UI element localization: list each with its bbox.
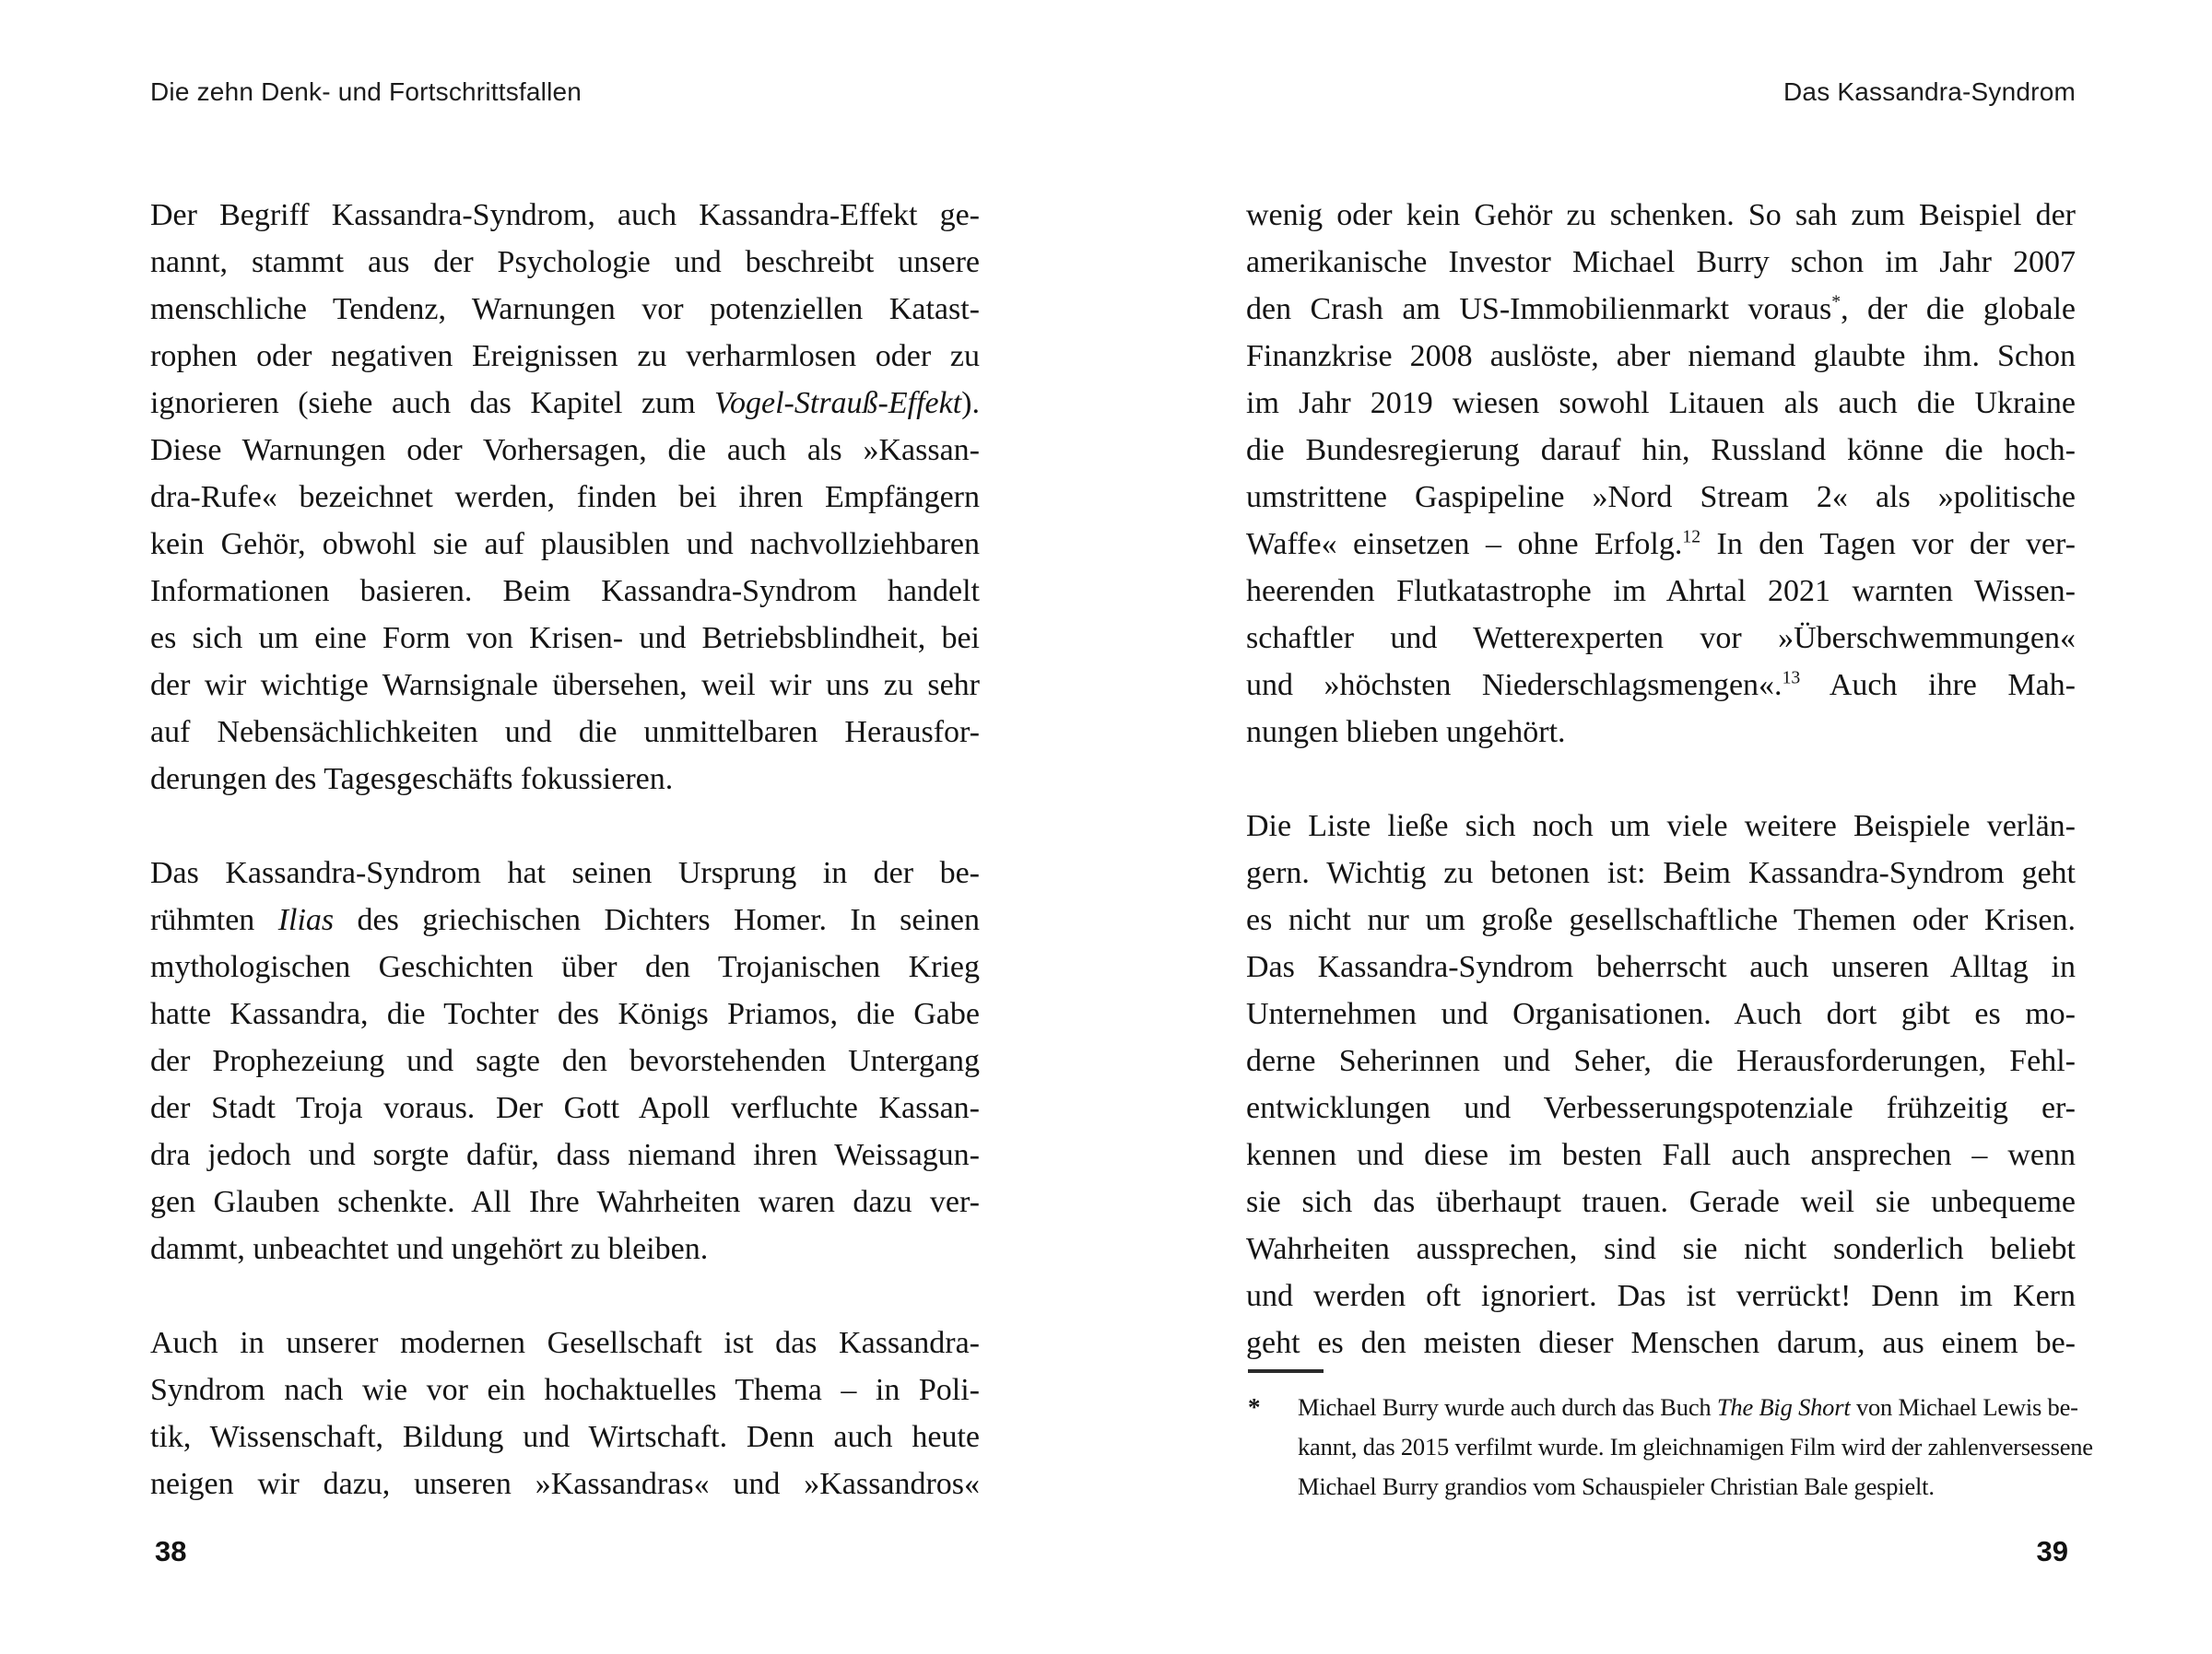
footnote-line: kannt, das 2015 verfilmt wurde. Im gleichnamigen Film wird der zahlenversessene [1298, 1433, 2093, 1460]
text-line: gen Glauben schenkte. All Ihre Wahrheiten waren dazu ver- [150, 1185, 980, 1219]
text-line: Die Liste ließe sich noch um viele weitere Beispiele verlän- [1246, 809, 2076, 843]
text-line: und »höchsten Niederschlagsmengen«.$^{13}$ Auch ihre Mah- [1246, 667, 2076, 702]
right-page [1246, 0, 2093, 1654]
text-line: derne Seherinnen und Seher, die Herausforderungen, Fehl- [1246, 1044, 2076, 1078]
paragraph [150, 850, 980, 1273]
text-line: tik, Wissenschaft, Bildung und Wirtschaft. Denn auch heute [150, 1420, 980, 1454]
paragraph [150, 192, 980, 803]
text-line: wenig oder kein Gehör zu schenken. So sah zum Beispiel der [1246, 198, 2076, 232]
footnote-line: Michael Burry wurde auch durch das Buch The Big Short von Michael Lewis be- [1298, 1393, 2078, 1421]
text-line: amerikanische Investor Michael Burry schon im Jahr 2007 [1246, 245, 2076, 279]
text-line: rophen oder negativen Ereignissen zu verharmlosen oder zu [150, 339, 980, 373]
paragraph [1246, 192, 2076, 756]
text-line: nungen blieben ungehört. [1246, 715, 1566, 749]
text-line: mythologischen Geschichten über den Trojanischen Krieg [150, 950, 980, 984]
text-line: der wir wichtige Warnsignale übersehen, weil wir uns zu sehr [150, 668, 980, 702]
left-running-header: Die zehn Denk- und Fortschrittsfallen [150, 77, 582, 106]
footnote-lines [1298, 1388, 2093, 1507]
footnote-line: Michael Burry grandios vom Schauspieler Christian Bale gespielt. [1298, 1472, 1935, 1500]
text-line: den Crash am US-Immobilienmarkt voraus*, der die globale [1246, 291, 2076, 326]
text-line: heerenden Flutkatastrophe im Ahrtal 2021 warnten Wissen- [1246, 574, 2076, 608]
paragraph [150, 1320, 980, 1507]
text-line: kennen und diese im besten Fall auch ansprechen – wenn [1246, 1138, 2076, 1172]
text-line: dammt, unbeachtet und ungehört zu bleiben. [150, 1232, 709, 1266]
footnote-section [1246, 1369, 2093, 1507]
text-line: sie sich das überhaupt trauen. Gerade weil sie unbequeme [1246, 1185, 2076, 1219]
text-line: dra jedoch und sorgte dafür, dass niemand ihren Weissagun- [150, 1138, 980, 1172]
text-line: dra-Rufe« bezeichnet werden, finden bei ihren Empfängern [150, 480, 980, 514]
paragraph [1246, 803, 2076, 1367]
text-line: Wahrheiten aussprechen, sind sie nicht sonderlich beliebt [1246, 1232, 2076, 1266]
text-line: und werden oft ignoriert. Das ist verrückt! Denn im Kern [1246, 1279, 2076, 1313]
left-page-body [150, 192, 980, 1554]
text-line: ignorieren (siehe auch das Kapitel zum Vogel-Strauß-Effekt). [150, 386, 980, 420]
text-line: es sich um eine Form von Krisen- und Betriebsblindheit, bei [150, 621, 980, 655]
text-line: neigen wir dazu, unseren »Kassandras« und »Kassandros« [150, 1467, 980, 1501]
text-line: auf Nebensächlichkeiten und die unmittelbaren Herausfor- [150, 715, 980, 749]
footnote-marker: * [1248, 1393, 1261, 1421]
text-line: im Jahr 2019 wiesen sowohl Litauen als auch die Ukraine [1246, 386, 2076, 420]
text-line: umstrittene Gaspipeline »Nord Stream 2« als »politische [1246, 480, 2076, 514]
text-line: Unternehmen und Organisationen. Auch dort gibt es mo- [1246, 997, 2076, 1031]
footnote-divider [1248, 1369, 1324, 1373]
text-line: es nicht nur um große gesellschaftliche Themen oder Krisen. [1246, 903, 2076, 937]
text-line: nannt, stammt aus der Psychologie und beschreibt unsere [150, 245, 980, 279]
text-line: schaftler und Wetterexperten vor »Überschwemmungen« [1246, 621, 2076, 655]
text-line: entwicklungen und Verbesserungspotenziale frühzeitig er- [1246, 1091, 2076, 1125]
text-line: die Bundesregierung darauf hin, Russland könne die hoch- [1246, 433, 2076, 467]
text-line: Informationen basieren. Beim Kassandra-Syndrom handelt [150, 574, 980, 608]
text-line: gern. Wichtig zu betonen ist: Beim Kassandra-Syndrom geht [1246, 856, 2076, 890]
text-line: Diese Warnungen oder Vorhersagen, die auch als »Kassan- [150, 433, 980, 467]
text-line: menschliche Tendenz, Warnungen vor potenziellen Katast- [150, 292, 980, 326]
text-line: kein Gehör, obwohl sie auf plausiblen und nachvollziehbaren [150, 527, 980, 561]
left-page [150, 0, 980, 1654]
text-line: Das Kassandra-Syndrom beherrscht auch unseren Alltag in [1246, 950, 2076, 984]
text-line: Auch in unserer modernen Gesellschaft ist das Kassandra- [150, 1326, 980, 1360]
text-line: der Prophezeiung und sagte den bevorstehenden Untergang [150, 1044, 980, 1078]
text-line: hatte Kassandra, die Tochter des Königs Priamos, die Gabe [150, 997, 980, 1031]
right-page-number: 39 [2036, 1535, 2068, 1567]
left-page-number: 38 [155, 1535, 187, 1567]
text-line: Syndrom nach wie vor ein hochaktuelles Thema – in Poli- [150, 1373, 980, 1407]
right-page-body [1246, 192, 2076, 1414]
text-line: Der Begriff Kassandra-Syndrom, auch Kassandra-Effekt ge- [150, 198, 980, 232]
text-line: der Stadt Troja voraus. Der Gott Apoll verfluchte Kassan- [150, 1091, 980, 1125]
text-line: rühmten Ilias des griechischen Dichters Homer. In seinen [150, 903, 980, 937]
footnote-text [1246, 1388, 2093, 1507]
text-line: Waffe« einsetzen – ohne Erfolg.$^{12}$ In den Tagen vor der ver- [1246, 526, 2076, 561]
text-line: geht es den meisten dieser Menschen darum, aus einem be- [1246, 1326, 2076, 1360]
text-line: Finanzkrise 2008 auslöste, aber niemand glaubte ihm. Schon [1246, 339, 2076, 373]
right-running-header: Das Kassandra-Syndrom [1783, 77, 2076, 106]
text-line: Das Kassandra-Syndrom hat seinen Ursprung in der be- [150, 856, 980, 890]
text-line: derungen des Tagesgeschäfts fokussieren. [150, 762, 674, 796]
